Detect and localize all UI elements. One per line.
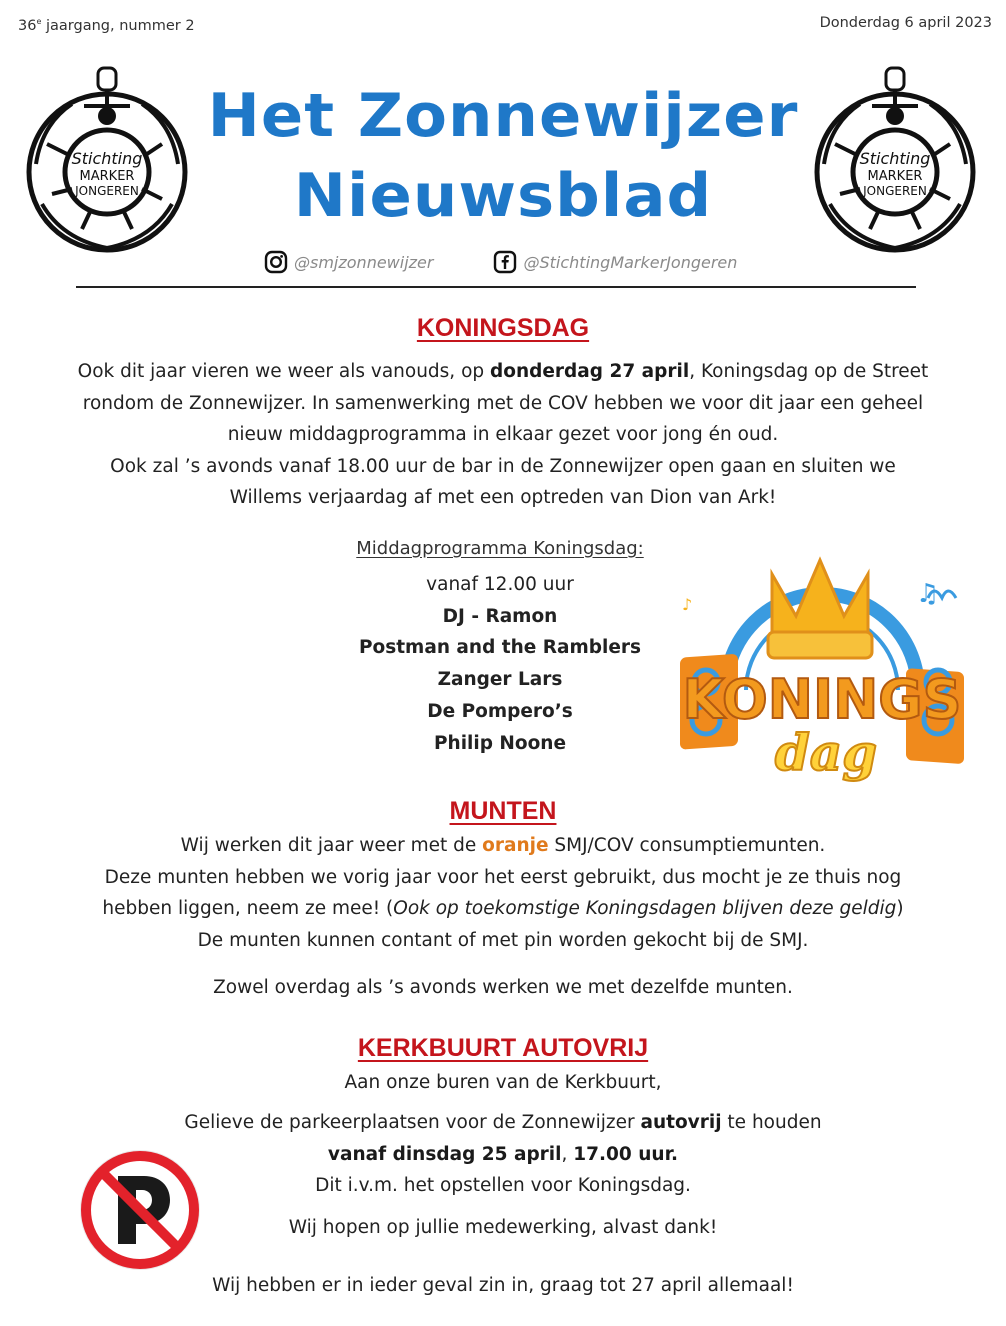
kerkbuurt-text: te houden bbox=[721, 1112, 822, 1133]
intro-line-1 bbox=[0, 356, 1006, 388]
kerkbuurt-text: , bbox=[561, 1143, 574, 1165]
kerkbuurt-time-bold: 17.00 uur. bbox=[573, 1143, 679, 1165]
smj-logo-right bbox=[810, 64, 980, 254]
intro-line-5: Willems verjaardag af met een optreden van Dion van Ark! bbox=[229, 487, 777, 508]
munten-text: hebben liggen, neem ze mee! ( bbox=[102, 898, 394, 919]
facebook-link[interactable] bbox=[493, 250, 737, 274]
illustration-text-top: KONINGS bbox=[682, 668, 962, 731]
munten-text: SMJ/COV consumptiemunten. bbox=[548, 835, 826, 856]
koningsdag-illustration bbox=[676, 540, 968, 786]
issue-number: 36 bbox=[18, 18, 37, 34]
no-parking-sign-icon bbox=[78, 1148, 202, 1272]
svg-text:Stichting: Stichting bbox=[859, 149, 931, 168]
intro-text: Ook dit jaar vieren we weer als vanouds, op bbox=[77, 361, 491, 382]
issue-volume-text: jaargang, nummer 2 bbox=[41, 18, 195, 34]
programme-act: Philip Noone bbox=[433, 732, 567, 754]
issue-date: Donderdag 6 april 2023 bbox=[819, 15, 992, 31]
munten-line-4: De munten kunnen contant of met pin worden gekocht bij de SMJ. bbox=[197, 929, 809, 951]
munten-text: ) bbox=[896, 898, 904, 919]
masthead-title bbox=[200, 76, 806, 236]
music-note-icon: ♪ bbox=[682, 595, 693, 614]
issue-info bbox=[18, 17, 195, 34]
koningsdag-intro bbox=[0, 356, 1006, 514]
kerkbuurt-bold: autovrij bbox=[640, 1112, 722, 1133]
intro-line-4: Ook zal ’s avonds vanaf 18.00 uur de bar in de Zonnewijzer open gaan en sluiten we bbox=[110, 455, 896, 477]
intro-date-bold: donderdag 27 april bbox=[490, 361, 690, 382]
svg-text:JONGEREN: JONGEREN bbox=[863, 184, 927, 198]
facebook-handle: @StichtingMarkerJongeren bbox=[523, 252, 738, 272]
koningsdag-heading: KONINGSDAG bbox=[416, 314, 590, 342]
kerkbuurt-line-4: Dit i.v.m. het opstellen voor Koningsdag. bbox=[315, 1175, 691, 1196]
kerkbuurt-line-2 bbox=[0, 1107, 1006, 1139]
munten-body bbox=[0, 830, 1006, 956]
closing-line: Wij hebben er in ieder geval zin in, graag tot 27 april allemaal! bbox=[212, 1275, 794, 1296]
instagram-handle: @smjzonnewijzer bbox=[294, 252, 434, 272]
svg-text:MARKER: MARKER bbox=[867, 169, 923, 184]
munten-line-2: Deze munten hebben we vorig jaar voor het eerst gebruikt, dus mocht je ze thuis nog bbox=[104, 866, 902, 888]
kerkbuurt-thanks: Wij hopen op jullie medewerking, alvast dank! bbox=[288, 1217, 718, 1238]
munten-line-3 bbox=[0, 893, 1006, 925]
header-divider bbox=[76, 286, 916, 288]
social-links bbox=[264, 250, 737, 274]
instagram-icon bbox=[264, 250, 288, 274]
programme-title: Middagprogramma Koningsdag: bbox=[356, 538, 644, 559]
kerkbuurt-date-bold: vanaf dinsdag 25 april bbox=[327, 1143, 562, 1165]
munten-heading: MUNTEN bbox=[449, 797, 557, 825]
masthead-line-1: Het Zonnewijzer bbox=[207, 81, 799, 151]
svg-text:JONGEREN: JONGEREN bbox=[75, 184, 139, 198]
smj-logo-left bbox=[22, 64, 192, 254]
kerkbuurt-text: Gelieve de parkeerplaatsen voor de Zonnewijzer bbox=[184, 1112, 641, 1133]
kerkbuurt-heading: KERKBUURT AUTOVRIJ bbox=[357, 1034, 649, 1062]
illustration-text-bottom: dag bbox=[774, 723, 878, 782]
programme-act: Postman and the Ramblers bbox=[358, 637, 642, 659]
munten-line-5: Zowel overdag als ’s avonds werken we met dezelfde munten. bbox=[213, 977, 793, 998]
programme-act: De Pompero’s bbox=[427, 700, 573, 722]
intro-line-3: nieuw middagprogramma in elkaar gezet voor jong én oud. bbox=[227, 424, 779, 445]
munten-orange-highlight: oranje bbox=[482, 835, 549, 856]
issue-ordinal: e bbox=[36, 17, 42, 26]
instagram-link[interactable] bbox=[264, 250, 433, 274]
programme-act: Zanger Lars bbox=[437, 669, 563, 691]
intro-line-2: rondom de Zonnewijzer. In samenwerking met de COV hebben we voor dit jaar een geheel bbox=[82, 392, 924, 414]
svg-text:MARKER: MARKER bbox=[79, 169, 135, 184]
programme-act: DJ - Ramon bbox=[442, 605, 558, 627]
facebook-icon bbox=[493, 250, 517, 274]
programme-list bbox=[300, 538, 700, 759]
programme-start-time: vanaf 12.00 uur bbox=[426, 574, 574, 595]
munten-line-1 bbox=[0, 830, 1006, 862]
music-note-icon: ♫ bbox=[916, 579, 940, 609]
intro-text: , Koningsdag op de Street bbox=[689, 361, 929, 382]
kerkbuurt-greeting: Aan onze buren van de Kerkbuurt, bbox=[344, 1072, 662, 1093]
munten-text: Wij werken dit jaar weer met de bbox=[180, 835, 483, 856]
svg-text:Stichting: Stichting bbox=[71, 149, 143, 168]
masthead-line-2: Nieuwsblad bbox=[293, 161, 713, 231]
munten-italic-note: Ook op toekomstige Koningsdagen blijven deze geldig bbox=[393, 898, 897, 919]
